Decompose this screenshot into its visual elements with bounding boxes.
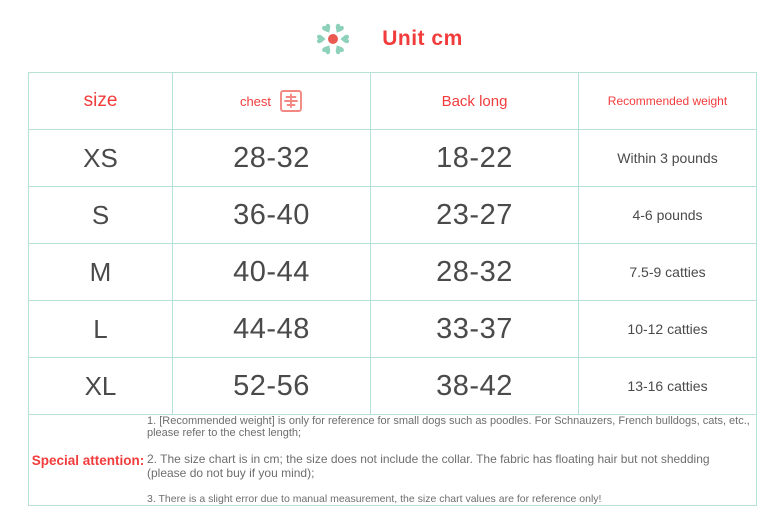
chest-cell: 40-44 (173, 244, 371, 301)
table-header-row (29, 73, 757, 130)
back-long-cell: 33-37 (371, 301, 579, 358)
header-recommended-weight: Recommended weight (579, 73, 757, 130)
table-row-l (29, 301, 757, 358)
size-cell: S (29, 187, 173, 244)
table-row-xl (29, 358, 757, 415)
back-long-cell: 18-22 (371, 130, 579, 187)
chest-cell: 36-40 (173, 187, 371, 244)
header-back-long: Back long (371, 73, 579, 130)
header-chest-label: chest (239, 93, 272, 109)
special-attention-label-zone (29, 415, 147, 505)
size-cell: L (29, 301, 173, 358)
notes-section (29, 415, 757, 506)
size-chart-table (28, 72, 757, 506)
back-long-cell: 23-27 (371, 187, 579, 244)
weight-cell: 7.5-9 catties (579, 244, 757, 301)
weight-cell: 13-16 catties (579, 358, 757, 415)
table-row-s (29, 187, 757, 244)
flower-icon (310, 16, 356, 62)
note-item: 2. The size chart is in cm; the size does not include the collar. The fabric has floating hair but not shedding (please do not buy if you mind); (147, 452, 710, 480)
table-row-xs (29, 130, 757, 187)
page-header (0, 0, 773, 72)
header-size: size (29, 73, 173, 130)
chest-cell: 52-56 (173, 358, 371, 415)
notes-list (147, 415, 756, 505)
size-chart (28, 72, 756, 506)
weight-cell: 10-12 catties (579, 301, 757, 358)
unit-label: Unit cm (382, 27, 463, 50)
header-chest (173, 73, 371, 130)
size-cell: XS (29, 130, 173, 187)
back-long-cell: 28-32 (371, 244, 579, 301)
special-attention-label: Special attention: (31, 452, 145, 468)
table-row-m (29, 244, 757, 301)
chest-cell: 28-32 (173, 130, 371, 187)
girth-stamp-icon (279, 89, 303, 113)
back-long-cell: 38-42 (371, 358, 579, 415)
weight-cell: 4-6 pounds (579, 187, 757, 244)
size-cell: XL (29, 358, 173, 415)
notes-row (29, 415, 757, 506)
chest-cell: 44-48 (173, 301, 371, 358)
note-item: 3. There is a slight error due to manual measurement, the size chart values are for reference only! (147, 493, 602, 505)
size-cell: M (29, 244, 173, 301)
note-item: 1. [Recommended weight] is only for reference for small dogs such as poodles. For Schnauzers, French bulldogs, cats, etc., please refer to the chest length; (147, 415, 750, 439)
weight-cell: Within 3 pounds (579, 130, 757, 187)
